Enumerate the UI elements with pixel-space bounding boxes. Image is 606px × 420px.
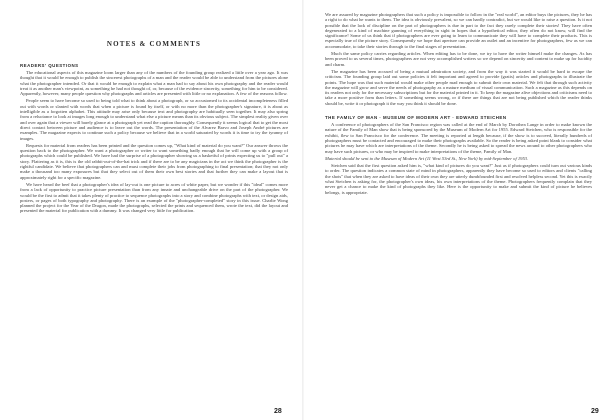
left-paragraph-3: Requests for material from readers has been printed and the question comes up, "What kind of material do you want?" Our answer throws the question back to the photographer. We want a photographer or writer to want something badly enough that he will come up with a group of photographs which could be published. We have had the surprise of a photographer showing us a basketful of prints expecting us to "pull out" a story. Flattering as it is, this is the old rabbit-out-of-the-hat trick and if there are to be any magicians in the act we think the photographer is the rightful candidate. We believe that photographers can and must complete their jobs from photographing to final presentation; that they not only make a thousand too many exposures but that they select out of them their own best stories and that further they can make a layout that is approximately right for a specific magazine. [20,142,288,180]
section-title-readers-questions: READERS' QUESTIONS [20,63,79,68]
right-paragraph-3: The magazine has been accused of being a mutual admiration society, and from the way it was started it would be hard to escape the criticism. The founding group laid out some policies it felt important and agreed to provide (gratis) articles and photographs to illustrate the points. The hope was that such material would make other people mad enough to submit their own material. We felt that through such activity the magazine will grow and serve the needs of photography as a mature medium of visual communication. Such a magazine as this depends on its readers not only for the necessary subscriptions but for the material printed in it. To keep the magazine alive objections and criticisms need to take a more positive form than letters. If something seems wrong, or if there are things that are not being published which the reader thinks should be, write it or photograph it the way you think it should be done. [325,68,592,106]
right-paragraph-4: A conference of photographers of the San Francisco region was called at the end of March by Dorothea Lange in order to make known the nature of the Family of Man show that is being sponsored by the Museum of Modern Art for 1955. Edward Steichen, who is responsible for the exhibit, flew to San Francisco for the conference. The meeting is reported at length because, if the show is to succeed, literally hundreds of photographers must be contacted and encouraged to make their photographs available. So the reader is being asked point blank to consider what pictures he may have which are interpretations of the theme. Secondly he is being asked to spread the news around to other photographers who may have such pictures, or who may be inspired to make interpretations of the theme, Family of Man. [325,122,592,154]
left-column [20,40,288,216]
section-title-family-of-man: THE FAMILY OF MAN · MUSEUM OF MODERN ART · EDWARD STEICHEN [325,115,507,121]
left-paragraph-2: People seem to have become so used to being told what to think about a photograph, or so accustomed to its accidental incompleteness filled out with words or slanted with words that when a picture is found by itself, or with no more than the photographer's signature, it is about as intelligible as a forgotten alphabet. This attitude may arise only because text and photography are habitually seen together. It may also spring from a reluctance to look at images long enough to understand what else a picture means than its obvious subject. The simplest reality given over and over again that a viewer will barely glance at a photograph yet read the caption thoroughly. Consequently it seems logical that to get the most direct contact between picture and audience is to leave out the words. The presentation of the Alvarez Bravo and Joseph André pictures are examples. The magazine expects to continue such a policy because we believe that in a world saturated by words it is time to try the tyranny of images. [20,98,288,141]
page-number-right: 29 [591,408,599,415]
left-paragraph-4: We have heard the beef that a photographer's idea of lay-out is one picture to acres of white paper, but we wonder if this "ideal" comes more from a lack of opportunity to practice picture presentation than from any innate and unchangeable drive on the part of the photographer. We would be the first to admit that it takes plenty of practice to sequence photographs into a story and combine photographs with text, or design aids, posters, or pages of both typography and photography. There is an example of the "photographer-completed" story in this issue. Charlie Wong planned the project for the Year of the Dragon, made the photographs, selected the prints and sequenced them, wrote the text, did the layout and presented the material for publication with a dummy. It was changed very little for publication. [20,181,288,214]
page-heading: NOTES & COMMENTS [106,40,202,48]
submission-note: Material should be sent to the Museum of Modern Art (11 West 53rd St., New York) by mid-September of 1953. [325,155,529,161]
section-spacer [325,108,592,115]
left-paragraph-1: The educational aspects of this magazine loom larger than any of the numbers of the founding group realized a little over a year ago. It was thought that it would be enough to publish the sincerest photographs of a man and the reader would be able to understand from the pictures alone what the photographer intended. Or that it would be enough to explain what a man had to say about his own photography and the reader would treat it as another man's viewpoint, as something he had not thought of, or, because of the evidence sincerity, something for him to be considered. Apparently, however, many people question why photographs and articles are presented with little or no explanation. A few of the reasons follow. [20,70,288,97]
right-paragraph-2: Much the same policy carries regarding articles. When editing has to be done, we try to have the writer himself make the changes. As has been proved to us several times, photographers are not very accomplished writers so we depend on sincerity and content to make up for lucidity and charm. [325,51,592,67]
right-paragraph-1: We are assured by magazine photographers that such a policy is impossible to follow in the "real world", an editor buys the pictures, they he has a right to do what he wants to them. The idea is obviously prevalent, so we can hardly contradict, but we would like to raise a question. Is it not possible that the lack of discipline on the part of photographers is due in part to the fact they rarely complete their stories! They have often degenerated to a kind of machine gunning of everything in sight in hopes that a hypothetical editor, they often do not know, will find the significance! Some of us think that if photographers are ever going to learn to communicate they will have to complete their products. This is especially true of the picture story. Consequently we hope that aperture can provide an outlet and an incentive for photographers, few as we can accommodate, to take their stories through to the final stages of presentation. [325,12,592,49]
right-paragraph-5: Steichen said that the first question asked him is, "what kind of pictures do you want?" Just as if photographers could turn out various kinds to order. The question indicates a common state of mind in photographers, apparently they have become so used to editors and clients "calling the shots" that when they are asked to have ideas of their own they are utterly dumbfounded first and resolved helpless second. Yet this is exactly what Steichen is asking for, the photographer's own ideas, his own interpretations of the theme. Photographers frequently complain that they never get a chance to make the kind of photographs they like. Here is the opportunity to make and submit the kind of picture he believes belongs, is appropriate. [325,163,592,195]
right-page [303,0,606,420]
page-number-left: 28 [274,408,282,415]
right-column [325,12,592,197]
